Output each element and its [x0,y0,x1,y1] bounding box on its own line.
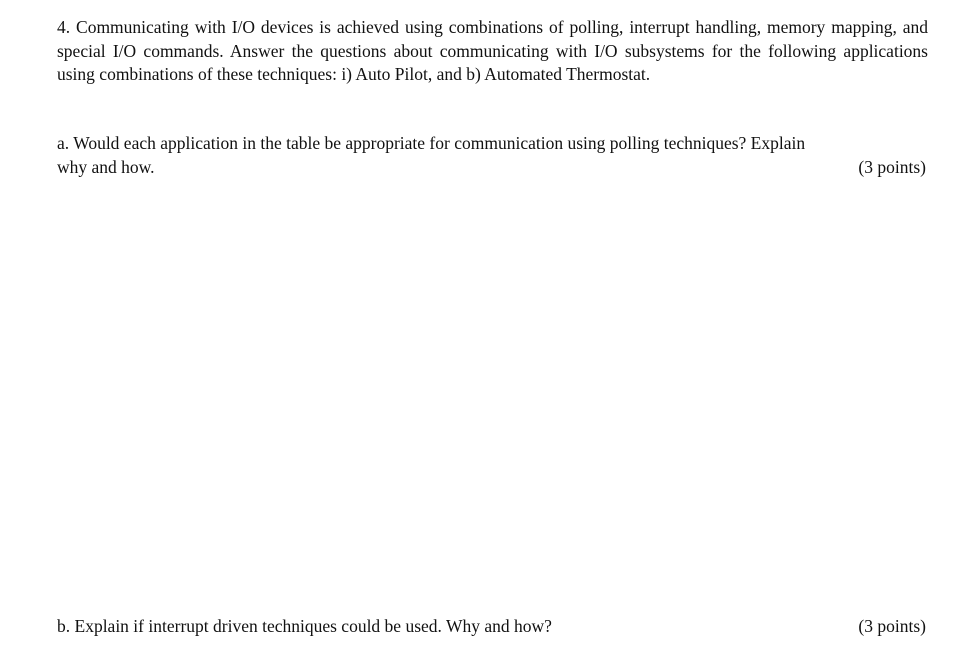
part-a-points: (3 points) [858,156,926,177]
part-a-line-2-text: why and how. [57,156,155,177]
part-b-text: b. Explain if interrupt driven techniques could be used. Why and how? [57,616,552,636]
part-a-line-1: a. Would each application in the table be appropriate for communication using polling techniques? Explain [57,133,806,153]
part-a-line-2 [57,156,928,180]
part-b-points: (3 points) [858,616,926,636]
question-4-text: 4. Communicating with I/O devices is achieved using combinations of polling, interrupt handling, memory mapping, and special I/O commands. Answer the questions about communicating with I/O subsystems for the following applications using combinations of these techniques: i) Auto Pilot, and b) Automated Thermostat. [57,17,928,84]
part-a-question [57,132,928,179]
part-b-question [57,615,928,639]
